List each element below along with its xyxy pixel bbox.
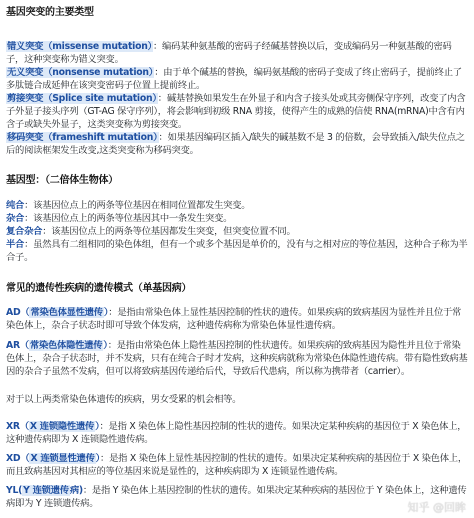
definition-yl: ：是指 Y 染色体上基因控制的性状的遗传。如果决定某种疾病的基因位于 Y 染色体上，这种遗传病即为 Y 连锁遗传病。 [6,485,467,509]
term-nonsense: 无义突变（nonsense mutation） [7,67,154,78]
autosomal-note [6,393,468,406]
mutation-item-splice [6,92,468,131]
definition-nonsense: ：由于单个碱基的替换，编码氨基酸的密码子变成了终止密码子，提前终止了多肽链合成延伸在该突变密码子位置上提前终止。 [6,67,462,91]
mutation-item-missense [6,40,468,66]
term-splice: 剪接突变（Splice site mutation） [7,93,157,104]
suffix-yl: 病) [69,485,83,496]
definition-ar: ：是指由常染色体上隐性基因控制的性状遗传。如果疾病的致病基因为隐性并且位于常染色体上，杂合子状态时，并不发病，只有在纯合子时才发病，这种疾病就称为常染色体隐性遗传病。带有隐性致病基因的杂合子虽然不发病，但可以将致病基因传递给后代，导致后代患病，所以称为携带者（carrier）。 [6,340,468,377]
definition-splice: ：碱基替换如果发生在外显子和内含子接头处或其旁侧保守序列，改变了内含子外显子接头序列（GT-AG 保守序列），将会影响到初级 RNA 剪接，使得产生的成熟的信使 RNA(mRNA)中含有内含子或缺失外显子，这类突变称为剪接突变。 [6,93,466,130]
term-compound-heterozygous: 复合杂合 [6,226,43,237]
term-frameshift: 移码突变（frameshift mutation） [7,132,158,143]
term-ad: 常染色体显性遗传 [30,307,103,318]
definition-compound-heterozygous: ：该基因位点上的两条等位基因都发生突变，但突变位置不同。 [42,226,296,237]
term-xr: X 连锁隐性遗传 [29,421,95,432]
definition-homozygous: ：该基因位点上的两条等位基因在相同位置都发生突变。 [24,200,251,211]
inheritance-item-xd [6,452,468,478]
definition-missense: ：编码某种氨基酸的密码子经碱基替换以后，变成编码另一种氨基酸的密码子，这种突变称为错义突变。 [6,41,452,65]
watermark: 知乎 @回眸 [407,501,466,514]
suffix-xr: ） [95,421,100,432]
term-homozygous: 纯合 [6,200,25,211]
prefix-ad: AD（ [6,307,30,318]
genotype-item-heterozygous [6,212,468,225]
term-yl: Y 连锁遗传 [23,485,69,496]
autosomal-note-text: 对于以上两类常染色体遗传的疾病，男女受累的机会相等。 [6,394,242,405]
prefix-yl: YL( [6,485,23,496]
section-title-inheritance-patterns: 常见的遗传性疾病的遗传模式（单基因病） [6,283,192,294]
definition-ad: ：是指由常染色体上显性基因控制的性状的遗传。如果疾病的致病基因为显性并且位于常染色体上，杂合子状态时即可导致个体发病，这种遗传病称为常染色体显性遗传病。 [6,307,462,331]
genotype-item-compound-heterozygous [6,225,468,238]
mutation-item-frameshift [6,131,468,157]
inheritance-item-xr [6,420,468,446]
term-xd: X 连锁显性遗传 [30,453,95,464]
genotype-item-homozygous [6,199,468,212]
definition-frameshift: ：如果基因编码区插入/缺失的碱基数不是 3 的倍数，会导致插入/缺失位点之后的阅读框架发生改变,这类突变称为移码突变。 [6,132,465,156]
inheritance-item-ar [6,339,468,378]
inheritance-item-yl [6,484,468,510]
prefix-xr: XR（ [6,421,29,432]
prefix-xd: XD（ [6,453,30,464]
inheritance-item-ad [6,306,468,332]
definition-hemizygous: ：虽然具有二组相同的染色体组，但有一个或多个基因是单价的，没有与之相对应的等位基因，这种合子称为半合子。 [6,239,468,263]
definition-heterozygous: ：该基因位点上的两条等位基因其中一条发生突变。 [24,213,233,224]
prefix-ar: AR（ [6,340,29,351]
suffix-ad: ） [103,307,109,318]
suffix-ar: ） [103,340,108,351]
mutation-item-nonsense [6,66,468,92]
term-ar: 常染色体隐性遗传 [29,340,103,351]
section-title-mutation-types: 基因突变的主要类型 [6,7,94,18]
definition-xr: ：是指 X 染色体上隐性基因控制的性状的遗传。如果决定某种疾病的基因位于 X 染色体上，这种遗传病即为 X 连锁隐性遗传病。 [6,421,467,445]
definition-xd: ：是指 X 染色体上显性基因控制的性状的遗传。如果决定某种疾病的基因位于 X 染色体上，而且致病基因对其相应的等位基因来说是显性的，这种疾病即为 X 连锁显性遗传病。 [6,453,467,477]
section-title-genotype: 基因型：（二倍体生物体） [6,175,118,186]
suffix-xd: ） [95,453,101,464]
term-hemizygous: 半合 [6,239,25,250]
term-missense: 错义突变（missense mutation） [7,41,152,52]
term-heterozygous: 杂合 [6,213,25,224]
genotype-item-hemizygous [6,238,468,264]
